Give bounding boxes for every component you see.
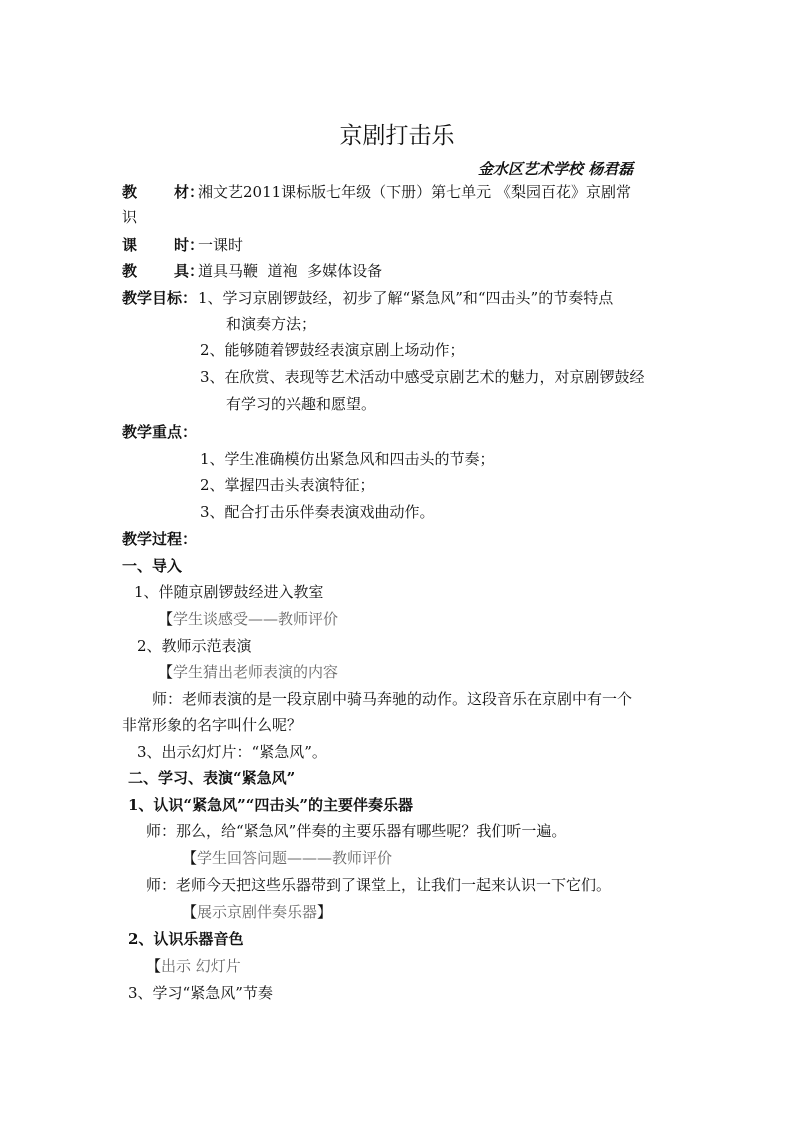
period-label	[122, 236, 205, 254]
goals-row	[122, 289, 613, 307]
focus-item-3: 3、配合打击乐伴奏表演戏曲动作。	[200, 503, 435, 521]
bracket-open: 【	[158, 610, 174, 628]
tools-row	[122, 262, 382, 280]
process-label: 教学过程：	[122, 530, 198, 548]
period-row	[122, 236, 243, 254]
period-label-a: 课	[122, 236, 138, 254]
tools-label-b: 具：	[174, 262, 205, 280]
goal-item-1-cont: 和演奏方法；	[226, 315, 317, 333]
bracket-open: 【	[182, 849, 198, 867]
section-2-1-note	[182, 849, 392, 867]
section-1-2-note	[158, 663, 338, 681]
period-text: 一课时	[198, 236, 244, 254]
section-1-2-teacher-cont: 非常形象的名字叫什么呢？	[122, 716, 303, 734]
section-2-1-teacher-2: 师：老师今天把这些乐器带到了课堂上，让我们一起来认识一下它们。	[146, 876, 612, 894]
materials-row	[122, 183, 631, 201]
bracket-close: 】	[317, 903, 333, 921]
document-title: 京剧打击乐	[339, 123, 455, 149]
bracket-open: 【	[146, 957, 162, 975]
section-1-2: 2、教师示范表演	[137, 637, 252, 655]
section-2-1-note-2	[182, 903, 332, 921]
materials-label-b: 材：	[174, 183, 205, 201]
tools-label-a: 教	[122, 262, 138, 280]
section-2-heading: 二、学习、表演“紧急风”	[128, 769, 296, 787]
focus-label: 教学重点：	[122, 423, 198, 441]
goal-item-2: 2、能够随着锣鼓经表演京剧上场动作；	[200, 341, 465, 359]
author-line: 金水区艺术学校 杨君磊	[478, 160, 634, 178]
goal-item-3-cont: 有学习的兴趣和愿望。	[226, 395, 377, 413]
focus-item-1: 1、学生准确模仿出紧急风和四击头的节奏；	[200, 450, 495, 468]
section-2-1: 1、认识“紧急风”“四击头”的主要伴奏乐器	[128, 796, 413, 814]
materials-label-a: 教	[122, 183, 138, 201]
bracket-open: 【	[158, 663, 174, 681]
section-1-heading: 一、导入	[122, 557, 183, 575]
goal-item-3: 3、在欣赏、表现等艺术活动中感受京剧艺术的魅力，对京剧锣鼓经	[200, 368, 645, 386]
note-text: 学生谈感受——教师评价	[173, 610, 339, 628]
materials-text: 湘文艺2011课标版七年级（下册）第七单元 《梨园百花》京剧常	[198, 183, 631, 201]
note-text: 出示 幻灯片	[161, 957, 241, 975]
bracket-open: 【	[182, 903, 198, 921]
section-2-3: 3、学习“紧急风”节奏	[128, 984, 273, 1002]
section-2-2-note	[146, 957, 241, 975]
focus-item-2: 2、掌握四击头表演特征；	[200, 476, 375, 494]
section-2-1-teacher: 师：那么，给“紧急风”伴奏的主要乐器有哪些呢？我们听一遍。	[146, 822, 567, 840]
tools-label	[122, 262, 205, 280]
section-1-1-note	[158, 610, 338, 628]
note-text: 学生回答问题———教师评价	[197, 849, 393, 867]
note-text: 学生猜出老师表演的内容	[173, 663, 339, 681]
note-text: 展示京剧伴奏乐器	[197, 903, 318, 921]
period-label-b: 时：	[174, 236, 205, 254]
section-1-1: 1、伴随京剧锣鼓经进入教室	[134, 583, 324, 601]
section-2-2: 2、认识乐器音色	[128, 930, 244, 948]
goals-label: 教学目标：	[122, 289, 198, 307]
goal-item-1: 1、学习京剧锣鼓经，初步了解“紧急风”和“四击头”的节奏特点	[198, 289, 614, 307]
materials-label	[122, 183, 205, 201]
section-1-2-teacher: 师：老师表演的是一段京剧中骑马奔驰的动作。这段音乐在京剧中有一个	[152, 690, 633, 708]
tools-text: 道具马鞭 道袍 多媒体设备	[198, 262, 383, 280]
section-1-3: 3、出示幻灯片：“紧急风”。	[137, 743, 327, 761]
materials-text-cont: 识	[122, 208, 138, 226]
